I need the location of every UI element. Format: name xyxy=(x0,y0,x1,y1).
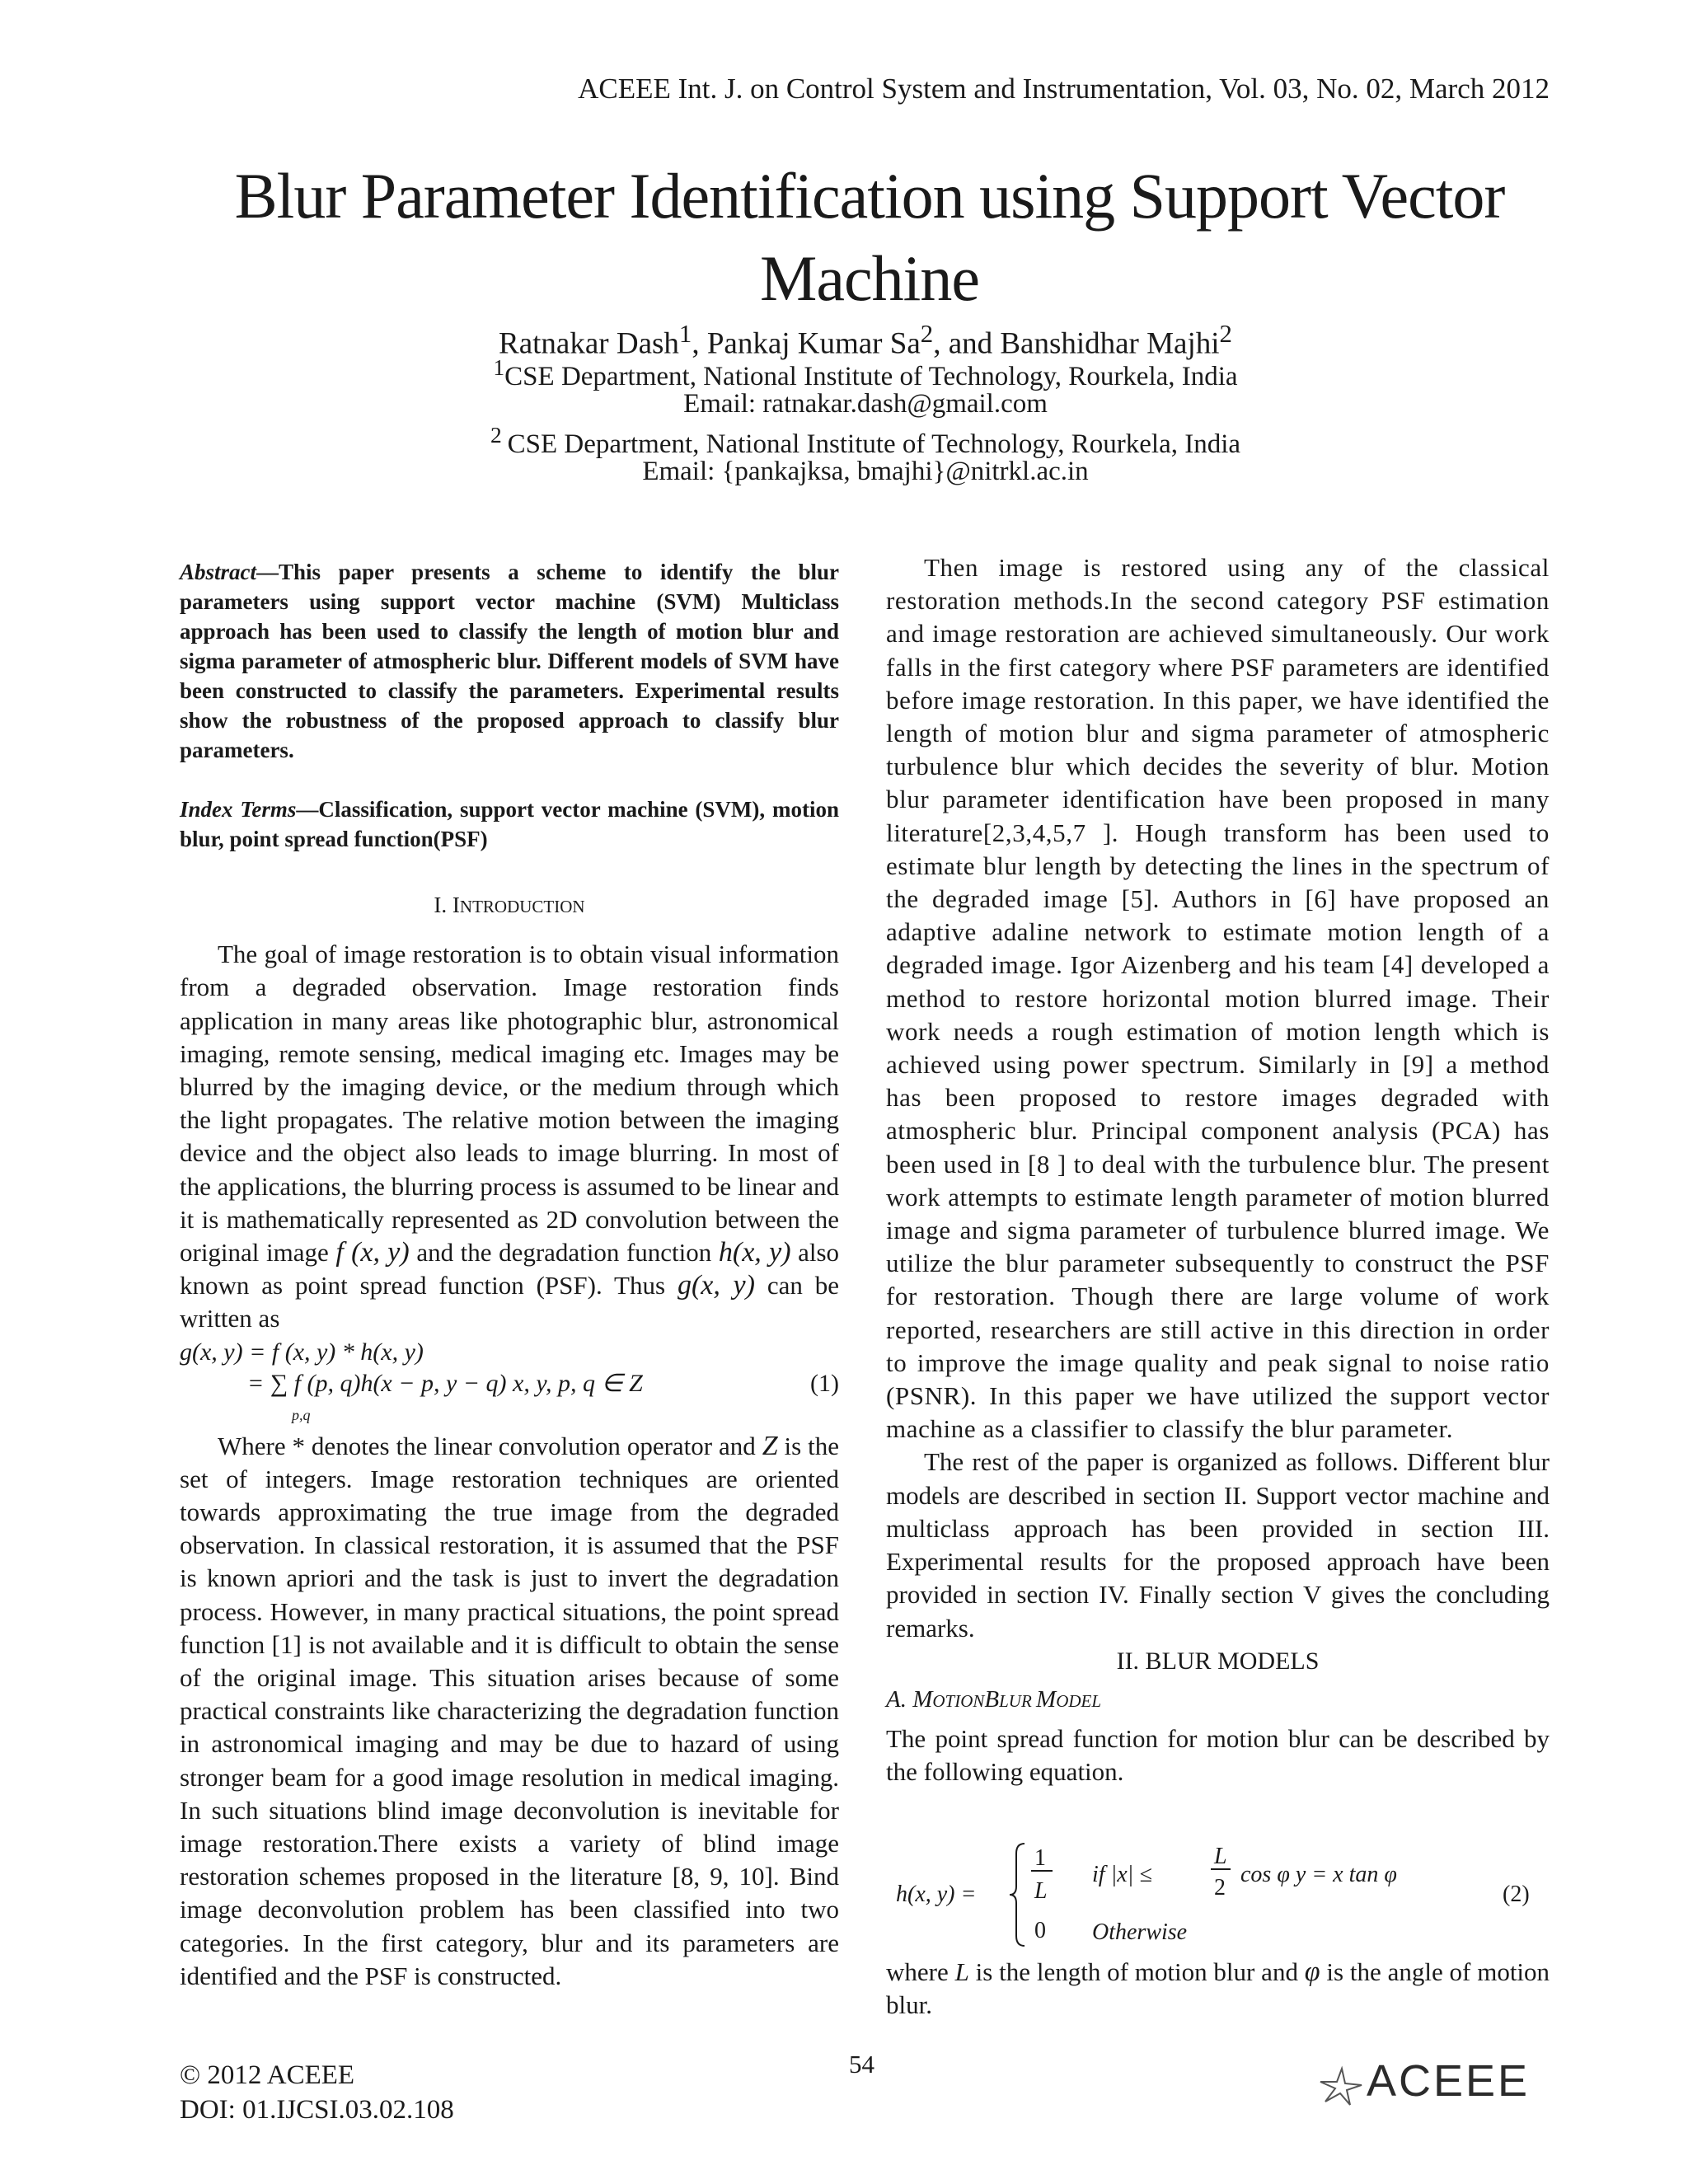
abstract-label: Abstract xyxy=(180,560,257,584)
page-number: 54 xyxy=(849,2050,874,2079)
math-h-xy: h(x, y) xyxy=(718,1237,791,1268)
intro-text-6: is the set of integers. Image restoration techniques are oriented towards approximating the true image from the degraded observation. In classical restoration, it is assumed that the PSF is known apriori and the task is just to invert the degradation process. However, in many practical situations, the point spread function [1] is not available and it is difficult to obtain the sense of the original image. This situation arises because of some practical constraints like characterizing the degradation function in astronomical imaging and may be due to hazard of using stronger beam for a good image resolution in medical imaging. In such situations blind image deconvolution is inevitable for image restoration.There exists a variety of blind image restoration schemes proposed in the literature [8, 9, 10]. Bind image deconvolution problem has been classified into two categories. In the first category, blur and its parameters are identified and the PSF is constructed. xyxy=(180,1431,840,1990)
equation-2-cos: cos φ y = x tan φ xyxy=(1240,1861,1397,1887)
equation-2-L: L xyxy=(1034,1877,1048,1904)
author-2-affil: 2 xyxy=(920,320,934,348)
author-3-affil: 2 xyxy=(1219,320,1232,348)
title-line-1: Blur Parameter Identification using Support Vector xyxy=(234,160,1505,232)
equation-1 xyxy=(180,1336,839,1428)
logo-text: ACEEE xyxy=(1367,2056,1531,2106)
paper-title xyxy=(148,155,1591,320)
equation-2-lhs: h(x, y) = xyxy=(896,1881,977,1907)
intro-text-4: can be written as xyxy=(180,1271,840,1333)
abstract-text: —This paper presents a scheme to identify the blur parameters using support vector machine (SVM) Multiclass approach has been used to classify the length of motion blur and sigma parameter of atmospheric blur. Different models of SVM have been constructed to classify the parameters. Experimental results show the robustness of the proposed approach to classify blur parameters. xyxy=(180,560,839,762)
math-phi: φ xyxy=(1304,1956,1320,1987)
equation-2-otherwise: Otherwise xyxy=(1092,1919,1188,1945)
subsec-part-f: ODEL xyxy=(1056,1690,1102,1711)
right-paragraph-1: Then image is restored using any of the classical restoration methods.In the second category PSF estimation and image restoration are achieved simultaneously. Our work falls in the first category where PSF parameters are identified before image restoration. In this paper, we have identified the length of motion blur and sigma parameter of atmospheric turbulence blur which decides the severity of blur. Motion blur parameter identification have been proposed in many literature[2,3,4,5,7 ]. Hough transform has been used to estimate blur length by detecting the lines in the spectrum of the degraded image [5]. Authors in [6] have proposed an adaptive adaline network to estimate motion length of a degraded image. Igor Aizenberg and his team [4] developed a method to restore horizontal motion blurred image. Their work needs a rough estimation of motion length which is achieved using power spectrum. Similarly in [9] a method has been proposed to restore images degraded with atmospheric blur. Principal component analysis (PCA) has been used in [8 ] to deal with the turbulence blur. The present work attempts to estimate length parameter of motion blurred image and sigma parameter of turbulence blurred image. We utilize the blur parameter subsequently to construct the PSF for restoration. Though there are large volume of work reported, researchers are still active in this direction in order to improve the image quality and peak signal to noise ratio (PSNR). In this paper we have utilized the support vector machine as a classifier to classify the blur parameter. xyxy=(886,553,1550,1444)
params-text-1: where xyxy=(886,1957,949,1986)
email-2: Email: {pankajksa, bmajhi}@nitrkl.ac.in xyxy=(642,457,1089,486)
star-icon xyxy=(1317,2065,1365,2108)
intro-text-2: and the degradation function xyxy=(416,1238,712,1268)
intro-paragraph-1 xyxy=(180,938,839,1335)
author-3: , and Banshidhar Majhi xyxy=(933,326,1220,361)
equation-2-two: 2 xyxy=(1214,1874,1226,1900)
affiliation-2-text: CSE Department, National Institute of Technology, Rourkela, India xyxy=(507,429,1241,459)
subsec-part-d: LUR xyxy=(999,1690,1037,1711)
affiliation-1-text: CSE Department, National Institute of Technology, Rourkela, India xyxy=(504,362,1238,391)
intro-text-1: The goal of image restoration is to obtain visual information from a degraded observation. Image restoration finds application in many areas like photographic blur, astronomical imaging, remote sensing, medical imaging etc. Images may be blurred by the imaging device, or the medium through which the light propagates. The relative motion between the imaging device and the object also leads to image blurring. In most of the applications, the blurring process is assumed to be linear and it is mathematically represented as 2D convolution between the original image xyxy=(180,940,839,1268)
math-f-xy: f (x, y) xyxy=(335,1237,410,1268)
affiliation-1-number: 1 xyxy=(493,354,505,380)
author-1: Ratnakar Dash xyxy=(499,326,679,361)
subsection-heading-motion-blur xyxy=(886,1683,1550,1718)
footer-copyright: © 2012 ACEEE xyxy=(180,2060,355,2090)
right-column xyxy=(886,551,1550,2022)
params-text-3: is the angle of motion blur. xyxy=(886,1957,1550,2019)
author-2: , Pankaj Kumar Sa xyxy=(692,326,921,361)
subsec-part-a: A. M xyxy=(886,1685,933,1713)
footer-doi: DOI: 01.IJCSI.03.02.108 xyxy=(180,2095,454,2125)
index-terms-label: Index Terms xyxy=(180,797,297,822)
equation-2-L-half-num: L xyxy=(1214,1843,1227,1869)
params-text-2: is the length of motion blur and xyxy=(975,1957,1298,1986)
equation-2-half-bar xyxy=(1211,1868,1231,1870)
index-terms xyxy=(180,794,839,854)
affiliation-2 xyxy=(247,422,1484,460)
right-paragraph-2: The rest of the paper is organized as follows. Different blur models are described in section II. Support vector machine and multiclass approach has been provided in section III. Experimental results for the proposed approach have been provided in section IV. Finally section V gives the concluding remarks. xyxy=(886,1447,1550,1643)
email-1: Email: ratnakar.dash@gmail.com xyxy=(683,389,1048,419)
equation-2-zero: 0 xyxy=(1034,1917,1046,1943)
motion-blur-description: The point spread function for motion blur can be described by the following equation. xyxy=(886,1724,1550,1787)
equation-1-subscript: p,q xyxy=(292,1406,311,1423)
intro-text-3: also known as point spread function (PSF). Thus xyxy=(180,1238,840,1301)
subsec-part-c: B xyxy=(984,1685,1000,1713)
equation-2-condition: if |x| ≤ xyxy=(1092,1861,1152,1887)
equation-1-line-1: g(x, y) = f (x, y) * h(x, y) xyxy=(180,1338,424,1366)
equation-2-fraction-bar xyxy=(1031,1870,1053,1872)
running-header: ACEEE Int. J. on Control System and Instrumentation, Vol. 03, No. 02, March 2012 xyxy=(578,73,1550,105)
left-column xyxy=(180,557,839,1993)
subsec-part-e: M xyxy=(1036,1685,1057,1713)
section-heading-blur-models: II. BLUR MODELS xyxy=(1116,1647,1320,1675)
intro-text-5: Where * denotes the linear convolution operator and xyxy=(218,1431,756,1460)
section-1-number: I. I xyxy=(434,893,460,917)
title-line-2: Machine xyxy=(760,242,979,314)
equation-2 xyxy=(886,1839,1550,1954)
equation-1-number: (1) xyxy=(810,1369,839,1397)
equation-2-brace xyxy=(1008,1842,1026,1947)
math-L: L xyxy=(954,1957,969,1986)
equation-1-line-2: = ∑ f (p, q)h(x − p, y − q) x, y, p, q ∈ Z xyxy=(247,1369,643,1397)
aceee-logo xyxy=(1317,2056,1550,2110)
author-1-affil: 1 xyxy=(678,320,692,348)
motion-blur-params xyxy=(886,1956,1550,2022)
intro-paragraph-2 xyxy=(180,1430,839,1993)
abstract xyxy=(180,557,839,765)
affiliation-1 xyxy=(247,354,1484,392)
affiliation-2-number: 2 xyxy=(490,422,508,448)
math-g-xy: g(x, y) xyxy=(677,1270,755,1301)
equation-2-one: 1 xyxy=(1034,1844,1046,1871)
subsec-part-b: OTION xyxy=(932,1690,985,1711)
math-z: Z xyxy=(762,1430,778,1461)
section-1-name: NTRODUCTION xyxy=(459,897,585,916)
index-terms-text: —Classification, support vector machine (SVM), motion blur, point spread function(PSF) xyxy=(180,797,839,851)
equation-2-number: (2) xyxy=(1503,1881,1530,1907)
section-heading-introduction xyxy=(180,888,839,923)
